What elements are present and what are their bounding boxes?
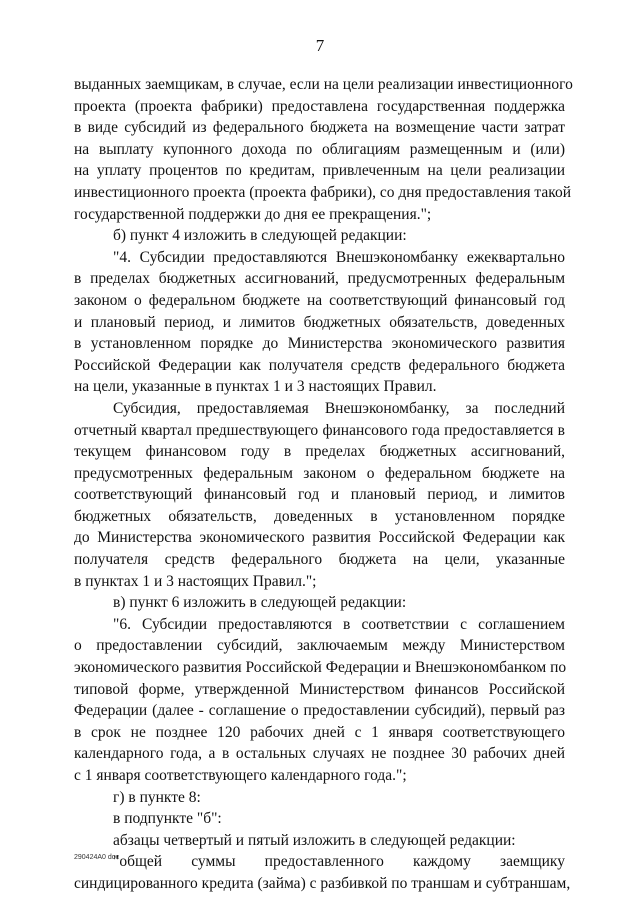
text-line: получателя средств федерального бюджета на цели, указанные (74, 551, 565, 569)
text-line: законом о федеральном бюджете на соответствующий финансовый год (74, 291, 565, 309)
text-line: проекта (проекта фабрики) предоставлена государственная поддержка (74, 97, 565, 115)
text-line: в пределах бюджетных ассигнований, предусмотренных федеральным (74, 270, 565, 288)
file-reference: 290424A0 doc (74, 854, 120, 861)
text-line: предусмотренных федеральным законом о федеральном бюджете на (74, 464, 565, 482)
paragraph (74, 398, 565, 592)
paragraph (74, 247, 565, 398)
text-line: на цели, указанные в пунктах 1 и 3 настоящих Правил. (74, 378, 437, 396)
text-line: и плановый период, и лимитов бюджетных обязательств, доведенных (74, 313, 565, 331)
text-line: с 1 января соответствующего календарного года."; (74, 767, 407, 784)
text-line: в срок не позднее 120 рабочих дней с 1 января соответствующего (74, 723, 565, 741)
text-line: в подпункте "б": (113, 810, 222, 828)
text-line: типовой форме, утвержденной Министерством финансов Российской (74, 680, 565, 698)
text-line: инвестиционного проекта (проекта фабрики), со дня предоставления такой (74, 183, 571, 201)
text-line: о предоставлении субсидий, заключаемым между Министерством (74, 637, 565, 655)
paragraph (74, 614, 565, 787)
text-line: текущем финансовом году в пределах бюджетных ассигнований, (74, 443, 565, 461)
text-line: в установленном порядке до Министерства экономического развития (74, 335, 565, 353)
paragraph (74, 787, 565, 809)
text-line: "6. Субсидии предоставляются в соответствии с соглашением (113, 615, 565, 633)
text-line: соответствующий финансовый год и плановый период, и лимитов (74, 486, 565, 504)
text-line: отчетный квартал предшествующего финансового года предоставляется в (74, 421, 565, 439)
text-line: бюджетных обязательств, доведенных в установленном порядке (74, 507, 565, 525)
text-line: абзацы четвертый и пятый изложить в следующей редакции: (113, 831, 516, 849)
text-line: календарного года, а в остальных случаях не позднее 30 рабочих дней (74, 745, 565, 763)
paragraph (74, 592, 565, 614)
paragraph (74, 74, 573, 225)
text-line: б) пункт 4 изложить в следующей редакции: (113, 227, 407, 245)
text-line: Федерации (далее - соглашение о предоставлении субсидий), первый раз (74, 702, 565, 720)
text-line: государственной поддержки до дня ее прекращения."; (74, 205, 432, 223)
text-line: "4. Субсидии предоставляются Внешэкономбанку ежеквартально (113, 248, 565, 266)
text-line: в) пункт 6 изложить в следующей редакции: (113, 594, 407, 612)
paragraph (74, 225, 565, 247)
text-line: экономического развития Российской Федерации и Внешэкономбанком по (74, 659, 567, 677)
text-line: Субсидия, предоставляемая Внешэкономбанку, за последний (113, 399, 565, 417)
text-line: в пунктах 1 и 3 настоящих Правил."; (74, 572, 317, 590)
text-line: на уплату процентов по кредитам, привлеченным на цели реализации (74, 162, 565, 180)
text-line: синдицированного кредита (займа) с разбивкой по траншам и субтраншам, (74, 874, 571, 892)
paragraph (74, 851, 571, 894)
text-line: Российской Федерации как получателя средств федерального бюджета (74, 356, 565, 374)
text-line: г) в пункте 8: (113, 788, 201, 806)
text-line: выданных заемщикам, в случае, если на цели реализации инвестиционного (74, 76, 573, 93)
paragraph (74, 808, 565, 830)
document-body (74, 74, 573, 895)
text-line: в виде субсидий из федерального бюджета на возмещение части затрат (74, 119, 565, 137)
text-line: на выплату купонного дохода по облигациям размещенным и (или) (74, 140, 565, 158)
text-line: "общей суммы предоставленного каждому заемщику (113, 853, 565, 871)
text-line: до Министерства экономического развития Российской Федерации как (74, 529, 565, 547)
paragraph (74, 830, 565, 852)
page-number: 7 (315, 36, 325, 55)
